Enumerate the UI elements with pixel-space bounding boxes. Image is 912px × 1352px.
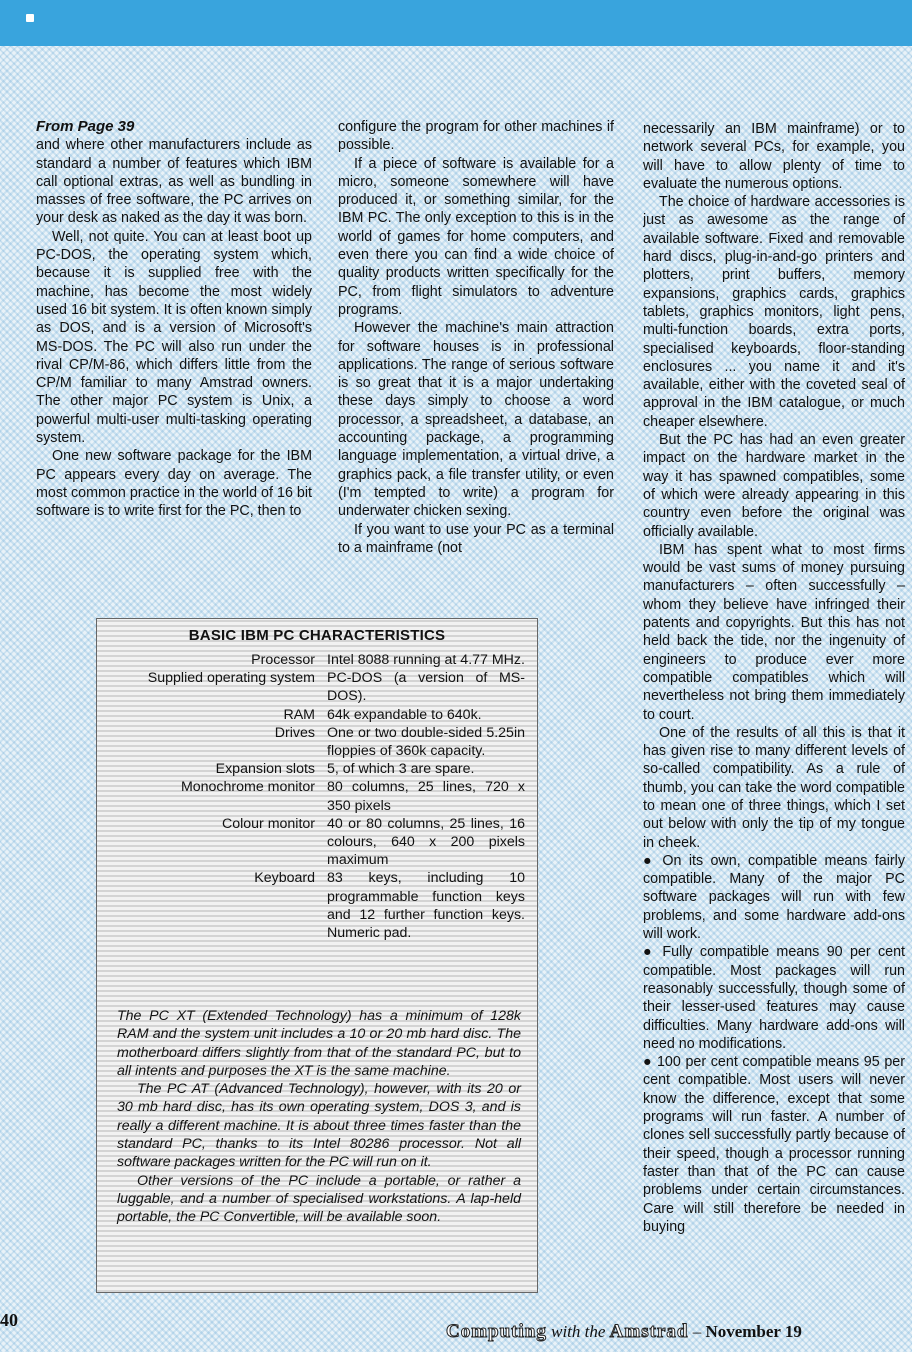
- paragraph: IBM has spent what to most firms would be vast sums of money pursuing manufacturers – often successfully – whom they believe have infringed their patents and copyrights. But this has not held back the tide, nor the ingenuity of engineers to produce ever more compatible compatibles which will nevertheless not bring them immediately to court.: [643, 541, 905, 723]
- spec-row: [109, 651, 527, 669]
- note-paragraph: The PC XT (Extended Technology) has a minimum of 128k RAM and the system unit includes a 10 or 20 mb hard disc. The motherboard differs slightly from that of the standard PC, but to all intents and purposes the XT is the same machine.: [117, 1008, 521, 1079]
- spec-row: [109, 869, 527, 942]
- paragraph: However the machine's main attraction for software houses is in professional applications. The range of serious software is so great that it is a major undertaking these days simply to choose a word processor, a spreadsheet, a database, an accounting package, a programming language implementation, a virtual drive, a graphics pack, a file transfer utility, or even (I'm tempted to write) a program for underwater chicken sexing.: [338, 320, 614, 520]
- paragraph: But the PC has had an even greater impact on the hardware market in the way it has spawned compatibles, some of which were already appearing in this country even before the original was officially available.: [643, 432, 905, 540]
- spec-value: One or two double-sided 5.25in floppies of 360k capacity.: [327, 724, 525, 760]
- spec-row: [109, 815, 527, 870]
- spec-table: [109, 651, 527, 942]
- paragraph: One of the results of all this is that it has given rise to many different levels of so-called compatibility. As a rule of thumb, you can take the word compatible to mean one of three things, which I set out below with only the tip of my tongue in cheek.: [643, 724, 905, 851]
- spec-row: [109, 706, 527, 724]
- page-number: 40: [0, 1310, 18, 1330]
- paragraph: necessarily an IBM mainframe) or to network several PCs, for example, you will have to allow plenty of time to evaluate the numerous options.: [643, 121, 905, 192]
- spec-value: 5, of which 3 are spare.: [327, 761, 475, 778]
- bullet-paragraph: ● Fully compatible means 90 per cent compatible. Most packages will run reasonably successfully, though some of their lesser-used features may cause difficulties. Many hardware add-ons will need no modifications.: [643, 944, 905, 1052]
- note-paragraph: Other versions of the PC include a portable, or rather a luggable, and a number of specialised workstations. A lap-held portable, the PC Convertible, will be available soon.: [117, 1172, 521, 1226]
- spec-value: 80 columns, 25 lines, 720 x 350 pixels: [327, 779, 525, 814]
- article-column-3: [643, 120, 905, 1300]
- bullet-paragraph: ● On its own, compatible means fairly compatible. Many of the major PC software packages will run with few problems, and some hardware add-ons will work.: [643, 852, 905, 943]
- paragraph: If you want to use your PC as a terminal to a mainframe (not: [338, 521, 614, 556]
- top-color-band: [0, 0, 912, 46]
- bullet-paragraph: ● 100 per cent compatible means 95 per cent compatible. Most users will never know the difference, except that some programs will run faster. A number of clones sell successfully partly because of their speed, though a processor running faster than that of the PC can cause problems under certain circumstances. Care will still therefore be needed in buying: [643, 1054, 905, 1235]
- spec-value: 40 or 80 columns, 25 lines, 16 colours, 640 x 200 pixels maximum: [327, 815, 525, 869]
- spec-value: PC-DOS (a version of MS-DOS).: [327, 670, 525, 705]
- spec-row: [109, 724, 527, 760]
- box-notes: [117, 1007, 521, 1227]
- spec-label: Supplied operating system: [147, 670, 315, 687]
- paragraph: and where other manufacturers include as standard a number of features which IBM call optional extras, as well as bundling in masses of free software, the PC arrives on your desk as naked as the day it was born.: [36, 137, 312, 227]
- footer-issue-date: November 19: [705, 1322, 802, 1341]
- footer-with-the: with the: [551, 1322, 606, 1341]
- spec-label: Drives: [274, 724, 315, 741]
- spec-label: Keyboard: [254, 870, 315, 887]
- characteristics-box: [96, 618, 538, 1293]
- spec-label: Monochrome monitor: [180, 779, 315, 796]
- paragraph: If a piece of software is available for a micro, someone somewhere will have produced it, or something similar, for the IBM PC. The only exception to this is in the world of games for home computers, and even there you can find a wide choice of quality products written specifically for the PC, from flight simulators to adventure programs.: [338, 155, 614, 318]
- footer-masthead: [446, 1321, 802, 1343]
- spec-value: Intel 8088 running at 4.77 MHz.: [327, 652, 525, 668]
- paragraph: The choice of hardware accessories is just as awesome as the range of available software. Fixed and removable hard discs, plug-in-and-go printers and plotters, print buffers, memory expansions, graphics cards, graphics tablets, graphics monitors, light pens, multi-function boards, extra ports, specialised keyboards, floor-standing enclosures ... you name it and it's available, either with the coveted seal of approval in the IBM catalogue, or much cheaper elsewhere.: [643, 194, 905, 430]
- article-column-2: [338, 118, 614, 557]
- paragraph: One new software package for the IBM PC appears every day on average. The most common practice in the world of 16 bit software is to write first for the PC, then to: [36, 448, 312, 520]
- footer-separator: –: [692, 1322, 702, 1341]
- article-column-1: [36, 118, 312, 521]
- spec-value: 83 keys, including 10 programmable function keys and 12 further function keys. Numeric pad.: [327, 870, 525, 942]
- box-title: BASIC IBM PC CHARACTERISTICS: [188, 627, 446, 644]
- spec-label: Expansion slots: [215, 761, 315, 778]
- spec-value: 64k expandable to 640k.: [327, 706, 482, 723]
- spec-row: [109, 760, 527, 778]
- spec-label: Colour monitor: [221, 815, 315, 832]
- spec-label: Processor: [251, 652, 315, 668]
- paragraph: Well, not quite. You can at least boot up PC-DOS, the operating system which, because it is supplied free with the machine, has become the most widely used 16 bit system. It is often known simply as DOS, and is a version of Microsoft's MS-DOS. The PC will also run under the rival CP/M-86, which differs little from the CP/M familiar to many Amstrad owners. The other major PC system is Unix, a powerful multi-user multi-tasking operating system.: [36, 228, 312, 447]
- footer-brand-amstrad: Amstrad: [609, 1321, 689, 1342]
- spec-row: [109, 669, 527, 705]
- spec-label: RAM: [283, 706, 315, 723]
- continued-from-heading: From Page 39: [36, 118, 135, 135]
- corner-mark: [26, 14, 34, 22]
- footer-brand-computing: Computing: [446, 1321, 547, 1342]
- paragraph: configure the program for other machines if possible.: [338, 119, 614, 154]
- note-paragraph: The PC AT (Advanced Technology), however, with its 20 or 30 mb hard disc, has its own operating system, DOS 3, and is really a different machine. It is about three times faster than the standard PC, thanks to its Intel 80286 processor. Not all software packages written for the PC will run on it.: [117, 1081, 521, 1171]
- spec-row: [109, 778, 527, 814]
